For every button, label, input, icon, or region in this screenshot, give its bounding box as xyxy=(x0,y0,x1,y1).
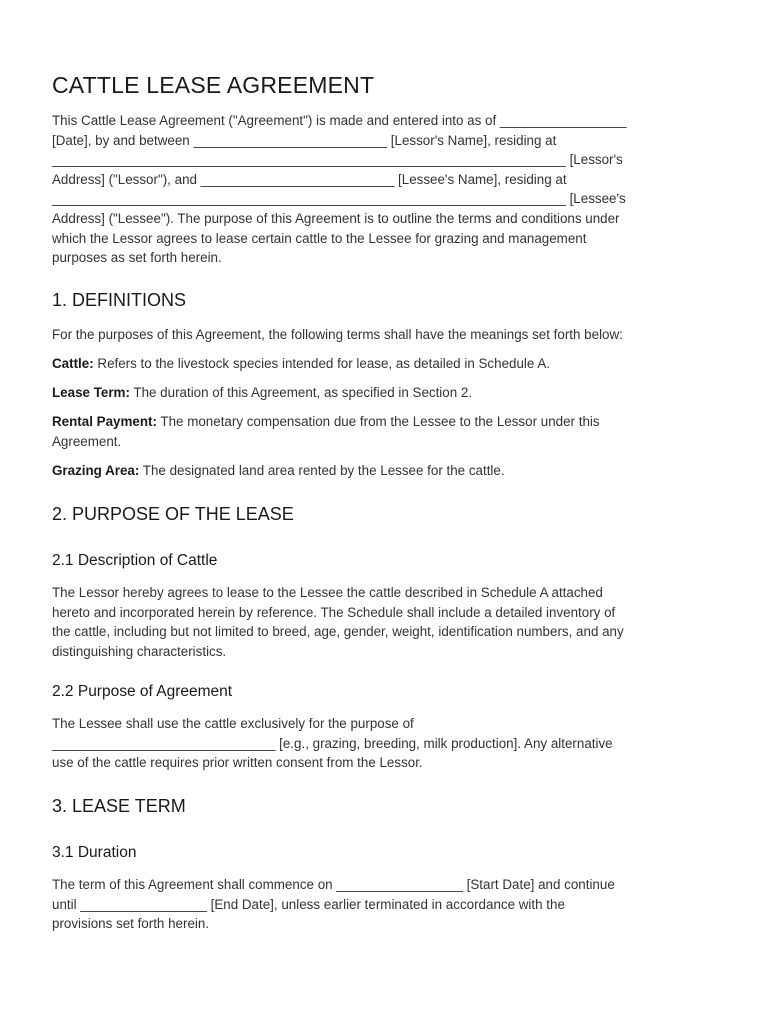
paragraph-line: The Lessee shall use the cattle exclusively for the purpose of xyxy=(52,716,414,731)
definition-term: Lease Term: xyxy=(52,385,130,400)
intro-line: This Cattle Lease Agreement ("Agreement") is made and entered into as of _________________ xyxy=(52,113,627,128)
definition-item xyxy=(52,412,724,451)
paragraph-line: distinguishing characteristics. xyxy=(52,643,227,659)
intro-line: Address] ("Lessee"). The purpose of this Agreement is to outline the terms and conditions under xyxy=(52,210,620,226)
definitions-intro: For the purposes of this Agreement, the following terms shall have the meanings set forth below: xyxy=(52,327,623,342)
paragraph-line: The term of this Agreement shall commence on _________________ [Start Date] and continue xyxy=(52,877,615,892)
paragraph-line: until _________________ [End Date], unless earlier terminated in accordance with the xyxy=(52,896,565,912)
intro-line: Address] ("Lessor"), and __________________________ [Lessee's Name], residing at xyxy=(52,171,567,187)
section-1-heading: 1. DEFINITIONS xyxy=(52,290,187,310)
intro-line: purposes as set forth herein. xyxy=(52,250,222,266)
section-3-heading: 3. LEASE TERM xyxy=(52,796,186,816)
definition-item xyxy=(52,461,724,481)
subsection-2-1-paragraph xyxy=(52,583,724,661)
definition-text: The duration of this Agreement, as specified in Section 2. xyxy=(129,385,473,400)
definition-text: The designated land area rented by the Lessee for the cattle. xyxy=(139,463,505,478)
intro-line: _____________________________________________________________________ [Lessor's xyxy=(52,152,623,168)
paragraph-line: use of the cattle requires prior written consent from the Lessor. xyxy=(52,755,423,771)
paragraph-line: ______________________________ [e.g., grazing, breeding, milk production]. Any alternative xyxy=(52,735,613,751)
subsection-2-2-paragraph xyxy=(52,714,724,773)
document-title: CATTLE LEASE AGREEMENT xyxy=(52,72,375,98)
definition-term: Cattle: xyxy=(52,356,94,371)
subsection-2-2-heading: 2.2 Purpose of Agreement xyxy=(52,683,233,700)
paragraph-line: The Lessor hereby agrees to lease to the Lessee the cattle described in Schedule A attached xyxy=(52,585,603,600)
paragraph-line: the cattle, including but not limited to breed, age, gender, weight, identification numbers, and any xyxy=(52,624,624,640)
subsection-3-1-heading: 3.1 Duration xyxy=(52,844,137,861)
intro-line: _____________________________________________________________________ [Lessee's xyxy=(52,191,626,207)
intro-line: [Date], by and between __________________________ [Lessor's Name], residing at xyxy=(52,132,557,148)
definition-term: Rental Payment: xyxy=(52,414,157,429)
section-2-heading: 2. PURPOSE OF THE LEASE xyxy=(52,504,294,524)
subsection-3-1-paragraph xyxy=(52,875,724,934)
intro-line: which the Lessor agrees to lease certain cattle to the Lessee for grazing and management xyxy=(52,230,587,246)
definition-item xyxy=(52,354,724,374)
definition-text: The monetary compensation due from the Lessee to the Lessor under this xyxy=(156,414,600,429)
definition-text: Refers to the livestock species intended for lease, as detailed in Schedule A. xyxy=(93,356,550,371)
definition-text: Agreement. xyxy=(52,433,122,449)
definition-item xyxy=(52,383,724,403)
paragraph-line: provisions set forth herein. xyxy=(52,916,210,932)
intro-paragraph xyxy=(52,111,724,268)
subsection-2-1-heading: 2.1 Description of Cattle xyxy=(52,552,218,569)
definition-term: Grazing Area: xyxy=(52,463,140,478)
paragraph-line: hereto and incorporated herein by reference. The Schedule shall include a detailed inventory of xyxy=(52,604,616,620)
